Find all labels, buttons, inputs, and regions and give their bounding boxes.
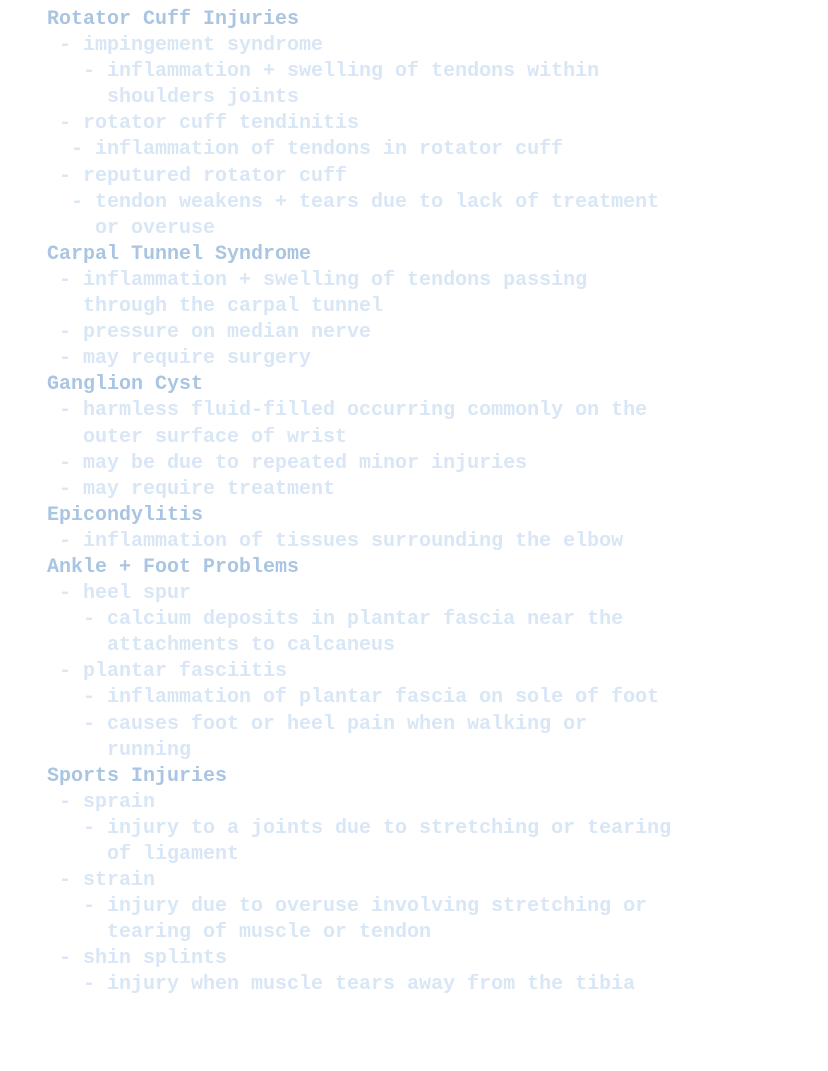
- note-line: - inflammation + swelling of tendons within: [47, 60, 600, 84]
- note-line: - inflammation of tendons in rotator cuff: [47, 138, 564, 162]
- note-line: - inflammation of plantar fascia on sole of foot: [47, 686, 660, 710]
- note-line: attachments to calcaneus: [47, 634, 396, 658]
- note-line: - sprain: [47, 790, 156, 814]
- note-line: - rotator cuff tendinitis: [47, 112, 360, 136]
- notes-outline: [47, 7, 671, 999]
- note-line: - reputured rotator cuff: [47, 164, 348, 188]
- note-line: - may require surgery: [47, 347, 312, 371]
- note-line: - injury to a joints due to stretching or tearing: [47, 816, 672, 840]
- note-line: - injury when muscle tears away from the tibia: [47, 973, 636, 997]
- note-line: - shin splints: [47, 947, 228, 971]
- section-heading: Ganglion Cyst: [47, 373, 204, 397]
- section-heading: Ankle + Foot Problems: [47, 555, 300, 579]
- section-heading: Carpal Tunnel Syndrome: [47, 242, 312, 266]
- note-line: - tendon weakens + tears due to lack of treatment: [47, 190, 660, 214]
- note-line: - harmless fluid-filled occurring commonly on the: [47, 399, 648, 423]
- note-line: running: [47, 738, 192, 762]
- note-line: - inflammation + swelling of tendons passing: [47, 268, 588, 292]
- note-line: - inflammation of tissues surrounding the elbow: [47, 529, 624, 553]
- section-heading: Epicondylitis: [47, 503, 204, 527]
- note-line: tearing of muscle or tendon: [47, 921, 432, 945]
- section-heading: Sports Injuries: [47, 764, 228, 788]
- note-line: - impingement syndrome: [47, 34, 324, 58]
- note-line: - causes foot or heel pain when walking or: [47, 712, 588, 736]
- note-line: - pressure on median nerve: [47, 321, 372, 345]
- note-line: or overuse: [47, 216, 216, 240]
- note-line: - may require treatment: [47, 477, 336, 501]
- note-line: of ligament: [47, 843, 240, 866]
- note-line: outer surface of wrist: [47, 425, 348, 449]
- note-line: - may be due to repeated minor injuries: [47, 451, 528, 475]
- note-line: - injury due to overuse involving stretching or: [47, 895, 648, 919]
- note-line: - calcium deposits in plantar fascia near the: [47, 608, 624, 632]
- note-line: shoulders joints: [47, 86, 300, 110]
- note-line: - strain: [47, 869, 156, 893]
- note-line: - plantar fasciitis: [47, 660, 288, 684]
- note-line: through the carpal tunnel: [47, 295, 384, 319]
- section-heading: Rotator Cuff Injuries: [47, 8, 300, 31]
- note-line: - heel spur: [47, 582, 192, 606]
